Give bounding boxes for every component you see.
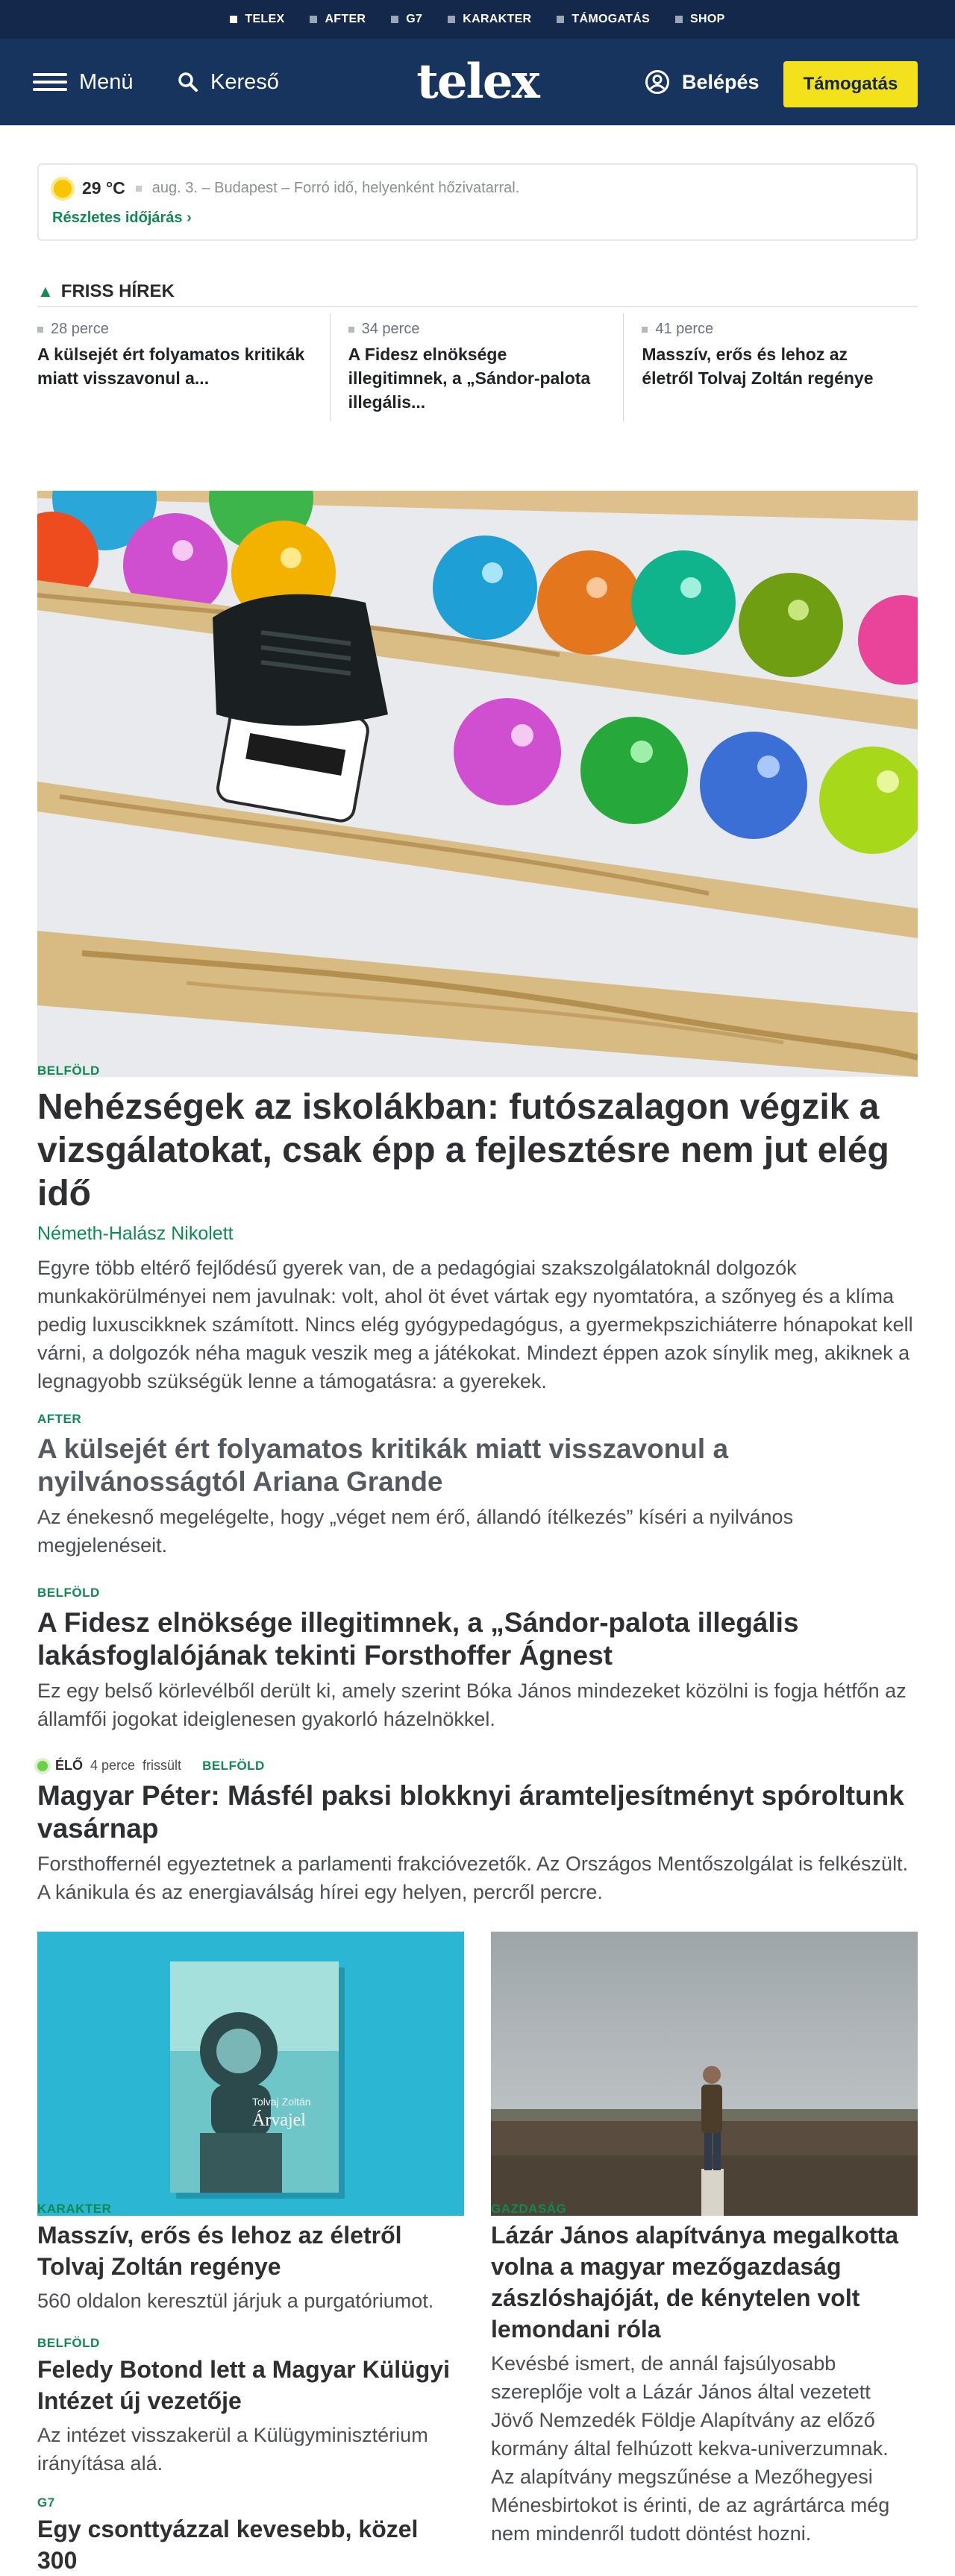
- chevron-right-icon: ›: [187, 210, 192, 226]
- article-title[interactable]: Magyar Péter: Másfél paksi blokknyi áramteljesítményt spóroltunk vasárnap: [37, 1780, 904, 1844]
- square-icon: [557, 16, 564, 23]
- section-tag[interactable]: KARAKTER: [37, 2202, 112, 2216]
- nav-telex[interactable]: TELEX: [230, 13, 284, 26]
- article-item: [37, 1586, 918, 1733]
- nav-shop[interactable]: SHOP: [675, 13, 725, 26]
- login-button[interactable]: Belépés: [645, 39, 760, 125]
- menu-button[interactable]: Menü: [33, 39, 134, 125]
- section-tag[interactable]: GAZDASÁG: [491, 2202, 567, 2216]
- temperature: 29 °C: [82, 178, 125, 198]
- latest-news-item[interactable]: 28 perce A külsejét ért folyamatos kritikák miatt visszavonul a...: [37, 313, 331, 421]
- article-lead: Az énekesnő megelégelte, hogy „véget nem érő, állandó ítélkezés” kíséri a nyilvános megjelenéseit.: [37, 1506, 794, 1556]
- live-dot-icon: [37, 1761, 48, 1771]
- book-cover-image[interactable]: [37, 1932, 464, 2216]
- section-tag[interactable]: BELFÖLD: [37, 2336, 100, 2350]
- book-cover: [170, 1961, 339, 2193]
- live-meta: [37, 1758, 918, 1774]
- hero-lead: Egyre több eltérő fejlődésű gyerek van, de a pedagógiai szakszolgálatoknál dolgozók munkakörülményei nem javulnak: volt, ahol öt évet vártak egy nyomtatóra, a szőnyeg és a klíma pedig luxuscikknek számított. Nincs elég gyógypedagógus, a gyermekpszichiáterre hónapokat kell várni, a dolgozók néha maguk veszik meg a játékokat. Mindezt éppen azok sínylik meg, akiknek a legnagyobb szükségük lenne a támogatásra: a gyerekek.: [37, 1257, 913, 1392]
- weather-details-link[interactable]: Részletes időjárás ›: [52, 210, 192, 226]
- card-title[interactable]: Egy csonttyázzal kevesebb, közel 300: [37, 2516, 419, 2574]
- card-title[interactable]: Feledy Botond lett a Magyar Külügyi Intézet új vezetője: [37, 2356, 450, 2414]
- left-card-list: [37, 2202, 463, 2576]
- square-icon: [642, 327, 648, 333]
- card-item: [491, 2202, 916, 2548]
- section-tag[interactable]: AFTER: [37, 1412, 82, 1426]
- hero-article: [37, 1064, 918, 1395]
- latest-news: [37, 277, 918, 421]
- support-button[interactable]: Támogatás: [783, 61, 918, 107]
- nav-karakter[interactable]: KARAKTER: [448, 13, 531, 26]
- card-lead: Az intézet visszakerül a Külügyminisztérium irányítása alá.: [37, 2424, 428, 2475]
- latest-news-item[interactable]: 34 perce A Fidesz elnöksége illegitimnek, a „Sándor-palota illegális...: [331, 313, 624, 421]
- weather-widget: [37, 163, 918, 241]
- article-lead: Forsthoffernél egyeztetnek a parlamenti frakcióvezetők. Az Országos Mentőszolgálat is felkészült. A kánikula és az energiaválság hírei egy helyen, percről percre.: [37, 1853, 909, 1903]
- section-tag[interactable]: BELFÖLD: [37, 1064, 100, 1078]
- square-icon: [230, 16, 237, 23]
- card-item: [37, 2202, 463, 2315]
- square-icon: [37, 327, 43, 333]
- square-icon: [310, 16, 317, 23]
- weather-summary: aug. 3. – Budapest – Forró idő, helyenként hőzivatarral.: [151, 180, 520, 196]
- card-item: [37, 2495, 463, 2576]
- top-network-nav: [0, 0, 955, 39]
- nav-tamogatas[interactable]: TÁMOGATÁS: [557, 13, 650, 26]
- square-icon: [348, 327, 354, 333]
- card-item: [37, 2336, 463, 2478]
- main-header: [0, 39, 955, 125]
- card-title[interactable]: Lázár János alapítványa megalkotta volna a magyar mezőgazdaság zászlóshajóját, de kénytelen volt lemondani róla: [491, 2222, 898, 2343]
- user-icon: [645, 69, 670, 95]
- tree-icon: ▲: [37, 282, 54, 301]
- telex-logo[interactable]: telex: [416, 54, 539, 110]
- card-lead: Kevésbé ismert, de annál fajsúlyosabb szereplője volt a Lázár János által vezetett Jövő Nemzedék Földje Alapítvány az előző kormány által felhúzott kekva-univerzumnak. Az alapítvány megszűnése a Mezőhegyesi Ménesbirtokot is érinti, de az agrártárca még nem mindenről tudott döntést hozni.: [491, 2352, 890, 2545]
- latest-news-header: ▲ FRISS HÍREK: [37, 277, 918, 307]
- hero-title[interactable]: Nehézségek az iskolákban: futószalagon végzik a vizsgálatokat, csak épp a fejlesztésre nem jut elég idő: [37, 1087, 889, 1213]
- latest-news-item[interactable]: 41 perce Masszív, erős és lehoz az életről Tolvaj Zoltán regénye: [642, 321, 874, 388]
- section-tag[interactable]: BELFÖLD: [202, 1758, 265, 1773]
- section-tag[interactable]: G7: [37, 2495, 55, 2510]
- separator-icon: [136, 186, 142, 192]
- sun-icon: [54, 180, 72, 198]
- article-title[interactable]: A külsejét ért folyamatos kritikák miatt visszavonul a nyilvánosságtól Ariana Grande: [37, 1433, 729, 1497]
- search-button[interactable]: Kereső: [178, 39, 279, 125]
- nav-after[interactable]: AFTER: [310, 13, 366, 26]
- square-icon: [391, 16, 398, 23]
- field-photo[interactable]: [491, 1932, 918, 2216]
- author-link[interactable]: Németh-Halász Nikolett: [37, 1223, 234, 1244]
- book-title: Árvajel: [252, 2111, 306, 2130]
- square-icon: [675, 16, 683, 23]
- nav-g7[interactable]: G7: [391, 13, 422, 26]
- card-title[interactable]: Masszív, erős és lehoz az életről Tolvaj Zoltán regénye: [37, 2222, 402, 2280]
- article-title[interactable]: A Fidesz elnöksége illegitimnek, a „Sándor-palota illegális lakásfoglalójának tekinti Forsthoffer Ágnest: [37, 1607, 799, 1671]
- right-card-list: [491, 2202, 916, 2548]
- diver-illustration: [170, 1961, 339, 2193]
- article-lead: Ez egy belső körlevélből derült ki, amely szerint Bóka János mindezeket közölni is fogja hétfőn az államfői jogokat ideiglenesen gyakorló házelnökkel.: [37, 1680, 907, 1730]
- article-item: [37, 1412, 918, 1559]
- hero-illustration[interactable]: [37, 491, 918, 1077]
- square-icon: [448, 16, 455, 23]
- book-author: Tolvaj Zoltán: [252, 2096, 311, 2108]
- live-article-item: [37, 1758, 918, 1906]
- section-tag[interactable]: BELFÖLD: [37, 1586, 100, 1600]
- abacus-illustration: [37, 491, 918, 1077]
- man-in-field-image: [491, 1932, 918, 2216]
- updated-time: 4 perce frissült: [90, 1758, 182, 1773]
- card-lead: 560 oldalon keresztül járjuk a purgatóriumot.: [37, 2290, 434, 2312]
- live-label: ÉLŐ: [55, 1758, 84, 1773]
